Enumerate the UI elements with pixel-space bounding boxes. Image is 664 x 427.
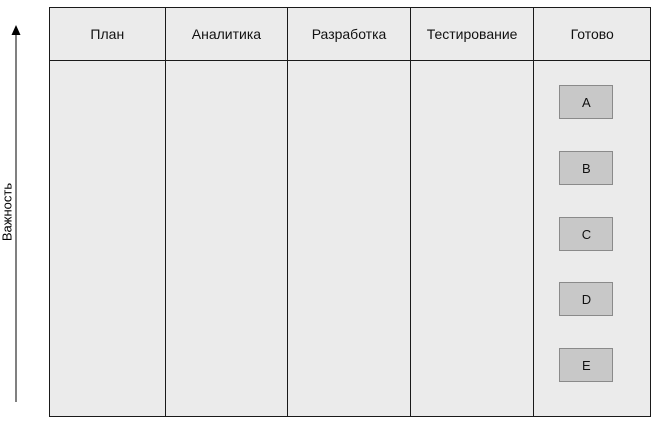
column-header: Тестирование <box>411 8 534 61</box>
task-card-d[interactable]: D <box>559 282 613 316</box>
column-plan <box>50 8 166 416</box>
column-header: План <box>50 8 165 61</box>
column-header: Аналитика <box>166 8 288 61</box>
task-card-e[interactable]: E <box>559 348 613 382</box>
column-done <box>534 8 650 416</box>
task-card-c[interactable]: C <box>559 217 613 251</box>
column-header: Разработка <box>288 8 410 61</box>
importance-axis <box>0 0 40 427</box>
column-header: Готово <box>534 8 650 61</box>
task-card-b[interactable]: B <box>559 151 613 185</box>
kanban-board <box>49 7 651 417</box>
column-testing <box>411 8 535 416</box>
axis-label: Важность <box>0 182 15 242</box>
task-card-a[interactable]: A <box>559 85 613 119</box>
column-analytics <box>166 8 289 416</box>
column-development <box>288 8 411 416</box>
